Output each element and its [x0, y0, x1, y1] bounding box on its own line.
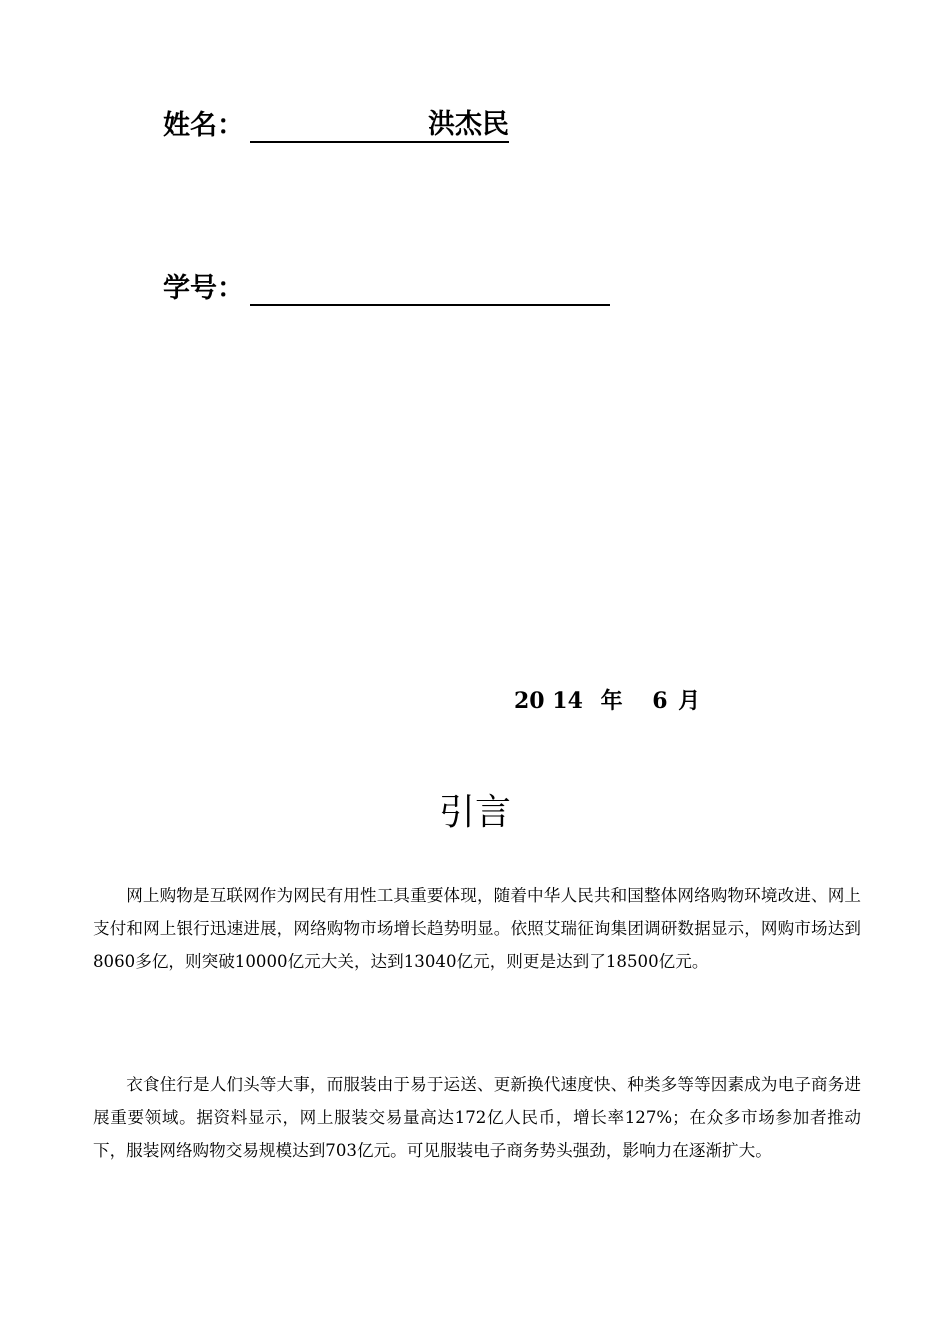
date-month: 6 [652, 688, 668, 714]
paragraph: 网上购物是互联网作为网民有用性工具重要体现，随着中华人民共和国整体网络购物环境改进、网上支付和网上银行迅速进展，网络购物市场增长趋势明显。依照艾瑞征询集团调研数据显示，网购市场达到8060多亿，则突破10000亿元大关，达到13040亿元，则更是达到了18500亿元。 [93, 886, 861, 971]
student-id-field [163, 272, 610, 306]
student-id-underline [250, 272, 610, 306]
date-month-unit: 月 [678, 688, 701, 714]
name-field [163, 109, 509, 143]
name-underline [250, 109, 509, 143]
date-year: 20 14 [514, 688, 583, 714]
name-label: 姓名： [163, 110, 244, 141]
name-value: 洪杰民 [428, 109, 509, 140]
date-year-unit: 年 [600, 688, 623, 714]
paragraph: 衣食住行是人们头等大事，而服装由于易于运送、更新换代速度快、种类多等等因素成为电子商务进展重要领域。据资料显示，网上服装交易量高达172亿人民币，增长率127%；在众多市场参加者推动下，服装网络购物交易规模达到703亿元。可见服装电子商务势头强劲，影响力在逐渐扩大。 [93, 1075, 861, 1160]
student-id-label: 学号： [163, 273, 244, 304]
section-title: 引言 [438, 792, 511, 833]
cover-date [514, 686, 700, 716]
